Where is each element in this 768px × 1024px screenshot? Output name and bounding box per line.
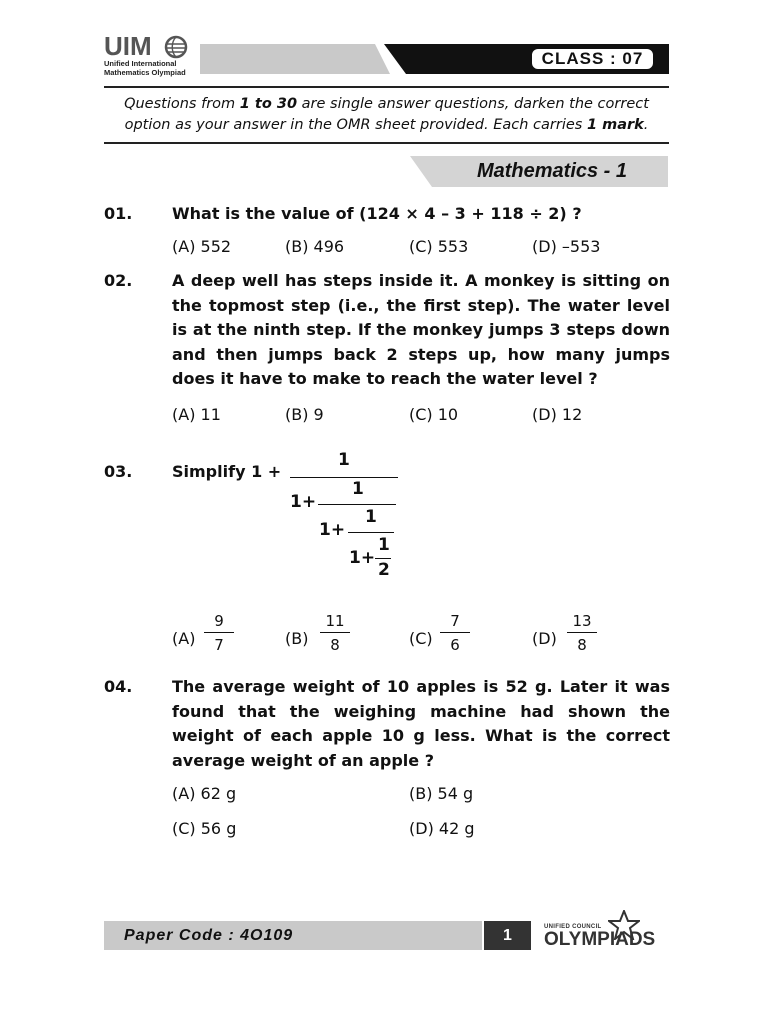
option-d: (D) 42 g xyxy=(409,819,475,838)
question-number: 02. xyxy=(104,271,133,290)
option-b: (B) 496 xyxy=(285,237,345,256)
question-text: The average weight of 10 apples is 52 g. Later it was found that the weighing machine had shown the weight of each apple 10 g less. What is the correct average weight of an apple ? xyxy=(172,677,670,770)
class-badge: CLASS : 07 xyxy=(530,47,655,71)
option-c-label: (C) xyxy=(409,629,433,648)
option-b: (B) 54 g xyxy=(409,784,474,803)
question-number: 04. xyxy=(104,677,133,696)
question-04 xyxy=(104,675,670,845)
option-a: (A) 62 g xyxy=(172,784,237,803)
question-text: A deep well has steps inside it. A monkey is sitting on the topmost step (i.e., the first step). The water level is at the ninth step. If the monkey jumps 3 steps down and then jumps back 2 steps up, how many jumps does it have to make to reach the water level ? xyxy=(172,271,670,388)
option-c: (C) 10 xyxy=(409,405,459,424)
option-c: (C) 553 xyxy=(409,237,469,256)
instructions-divider xyxy=(104,142,669,144)
brand-small-text: UNIFIED COUNCIL xyxy=(544,924,602,930)
instructions: Questions from 1 to 30 are single answer questions, darken the correct option as your answer in the OMR sheet provided. Each carries 1 mark. xyxy=(124,96,649,133)
option-b-fraction: 11 8 xyxy=(320,612,350,654)
page-number: 1 xyxy=(484,921,531,950)
question-number: 03. xyxy=(104,462,133,481)
paper-code: Paper Code : 4O109 xyxy=(124,927,294,944)
question-number: 01. xyxy=(104,204,133,223)
uimo-logo xyxy=(104,33,194,81)
section-title: Mathematics - 1 xyxy=(476,160,628,182)
olympiads-logo xyxy=(544,910,672,952)
option-c-fraction: 7 6 xyxy=(440,612,470,654)
question-01 xyxy=(104,202,670,262)
question-02 xyxy=(104,269,670,429)
header-grey-band xyxy=(200,44,390,74)
option-a-label: (A) xyxy=(172,629,196,648)
brand-big-text: OLYMPIADS xyxy=(544,929,656,950)
option-b-label: (B) xyxy=(285,629,309,648)
option-d: (D) 12 xyxy=(532,405,583,424)
option-d-fraction: 13 8 xyxy=(567,612,597,654)
question-03: 03. Simplify 1 + 1 1+ 1 1+ 1 1+ 1 2 (A) 9 7 (B) 11 8 (C) 7 6 (D) 13 8 xyxy=(104,450,670,665)
option-c: (C) 56 g xyxy=(172,819,237,838)
option-d-label: (D) xyxy=(532,629,557,648)
option-d: (D) –553 xyxy=(532,237,601,256)
star-icon xyxy=(608,910,640,940)
option-b: (B) 9 xyxy=(285,405,324,424)
question-text: What is the value of (124 × 4 – 3 + 118 ÷ 2) ? xyxy=(172,204,582,223)
option-a: (A) 552 xyxy=(172,237,232,256)
top-divider xyxy=(104,86,669,88)
option-a-fraction: 9 7 xyxy=(204,612,234,654)
logo-subtitle: Unified International Mathematics Olympiad xyxy=(104,59,186,77)
option-a: (A) 11 xyxy=(172,405,221,424)
question-text: Simplify 1 + xyxy=(172,462,282,481)
globe-icon xyxy=(164,35,188,59)
logo-text: UIM xyxy=(104,31,152,61)
